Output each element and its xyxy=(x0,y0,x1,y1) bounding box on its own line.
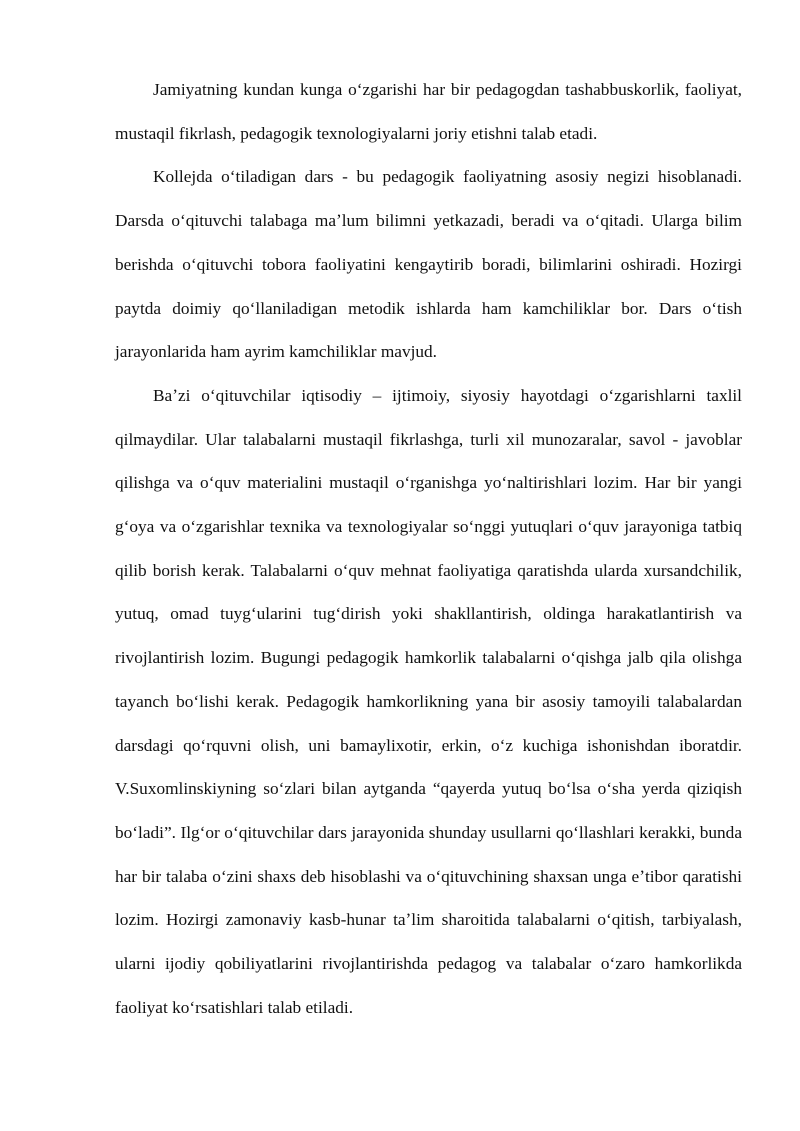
paragraph-2: Kollejda oʻtiladigan dars - bu pedagogik faoliyatning asosiy negizi hisoblanadi. Darsda oʻqituvchi talabaga maʼlum bilimni yetkazadi, beradi va oʻqitadi. Ularga bilim berishda oʻqituvchi tobora faoliyatini kengaytirib boradi, bilimlarini oshiradi. Hozirgi paytda doimiy qoʻllaniladigan metodik ishlarda ham kamchiliklar bor. Dars oʻtish jarayonlarida ham ayrim kamchiliklar mavjud. xyxy=(115,167,742,362)
paragraph-1: Jamiyatning kundan kunga oʻzgarishi har bir pedagogdan tashabbuskorlik, faoliyat, mustaqil fikrlash, pedagogik texnologiyalarni joriy etishni talab etadi. xyxy=(115,80,742,143)
document-body xyxy=(115,68,742,1029)
paragraph-3: Baʼzi oʻqituvchilar iqtisodiy – ijtimoiy, siyosiy hayotdagi oʻzgarishlarni taxlil qilmaydilar. Ular talabalarni mustaqil fikrlashga, turli xil munozaralar, savol - javoblar qilishga va oʻquv materialini mustaqil oʻrganishga yoʻnaltirishlari lozim. Har bir yangi gʻoya va oʻzgarishlar texnika va texnologiyalar soʻnggi yutuqlari oʻquv jarayoniga tatbiq qilib borish kerak. Talabalarni oʻquv mehnat faoliyatiga qaratishda ularda xursandchilik, yutuq, omad tuygʻularini tugʻdirish yoki shakllantirish, oldinga harakatlantirish va rivojlantirish lozim. Bugungi pedagogik hamkorlik talabalarni oʻqishga jalb qila olishga tayanch boʻlishi kerak. Pedagogik hamkorlikning yana bir asosiy tamoyili talabalardan darsdagi qoʻrquvni olish, uni bamaylixotir, erkin, oʻz kuchiga ishonishdan iboratdir. V.Suxomlinskiyning soʻzlari bilan aytganda “qayerda yutuq boʻlsa oʻsha yerda qiziqish boʻladi”. Ilgʻor oʻqituvchilar dars jarayonida shunday usullarni qoʻllashlari kerakki, bunda har bir talaba oʻzini shaxs deb hisoblashi va oʻqituvchining shaxsan unga eʼtibor qaratishi lozim. Hozirgi zamonaviy kasb-hunar taʼlim sharoitida talabalarni oʻqitish, tarbiyalash, ularni ijodiy qobiliyatlarini rivojlantirishda pedagog va talabalar oʻzaro hamkorlikda faoliyat koʻrsatishlari talab etiladi. xyxy=(115,385,742,1017)
